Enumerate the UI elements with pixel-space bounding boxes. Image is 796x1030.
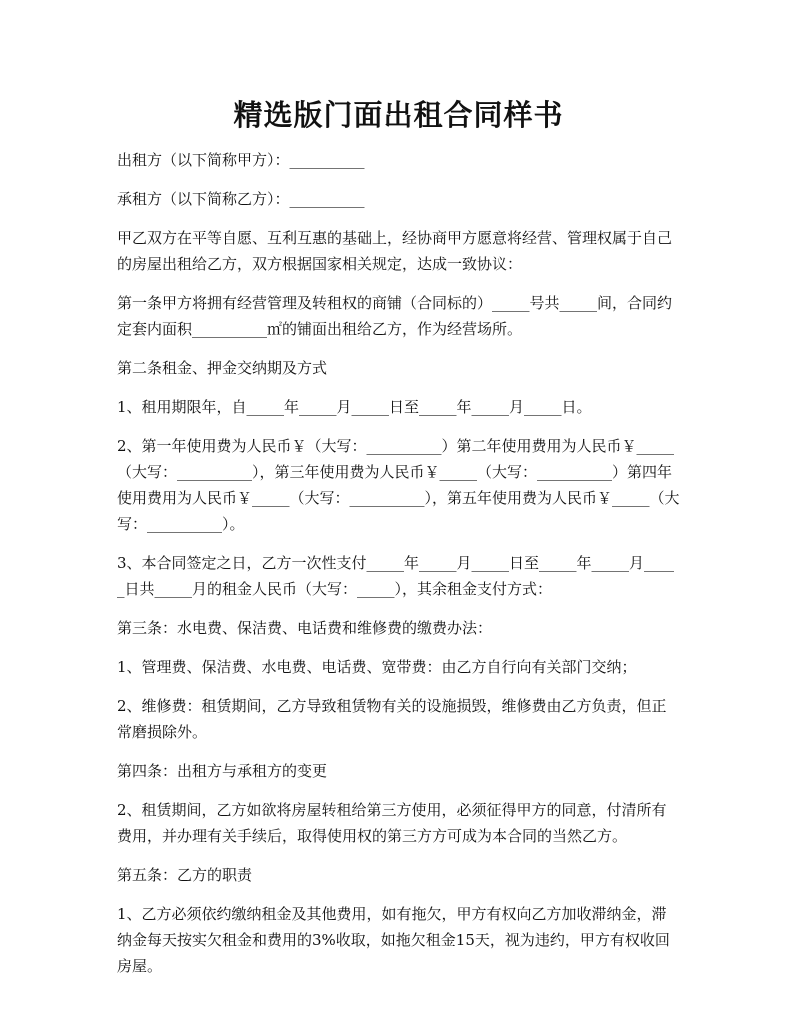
article-4-heading: 第四条：出租方与承租方的变更 — [117, 762, 328, 780]
article-2-heading: 第二条租金、押金交纳期及方式 — [117, 359, 328, 377]
article-2-clause-2: 2、第一年使用费为人民币￥（大写：__________）第二年使用费用为人民币￥_____（大写：__________），第三年使用费为人民币￥_____（大写：__________）第四年使用费用为人民币￥_____（大写：__________），第五年使用费为人民币￥_____（大写：__________）。 — [117, 437, 680, 533]
lessee-line: 承租方（以下简称乙方）：__________ — [117, 190, 365, 208]
lessor-line: 出租方（以下简称甲方）：__________ — [117, 151, 365, 169]
article-1-paragraph: 第一条甲方将拥有经营管理及转租权的商铺（合同标的）_____号共_____间，合同约定套内面积__________㎡的铺面出租给乙方，作为经营场所。 — [117, 294, 673, 338]
article-5-heading: 第五条：乙方的职责 — [117, 866, 253, 884]
article-3-clause-2: 2、维修费：租赁期间，乙方导致租赁物有关的设施损毁，维修费由乙方负责，但正常磨损除外。 — [117, 697, 667, 741]
preamble-paragraph: 甲乙双方在平等自愿、互利互惠的基础上，经协商甲方愿意将经营、管理权属于自己的房屋出租给乙方，双方根据国家相关规定，达成一致协议： — [117, 229, 673, 273]
document-body — [117, 147, 680, 979]
article-4-clause-2: 2、租赁期间，乙方如欲将房屋转租给第三方使用，必须征得甲方的同意，付清所有费用，并办理有关手续后，取得使用权的第三方方可成为本合同的当然乙方。 — [117, 801, 667, 845]
article-2-clause-3: 3、本合同签定之日，乙方一次性支付_____年_____月_____日至_____年_____月_____日共_____月的租金人民币（大写：_____），其余租金支付方式： — [117, 554, 675, 598]
article-2-clause-1: 1、租用期限年，自_____年_____月_____日至_____年_____月_____日。 — [117, 398, 592, 416]
article-5-clause-1: 1、乙方必须依约缴纳租金及其他费用，如有拖欠，甲方有权向乙方加收滞纳金，滞纳金每天按实欠租金和费用的3%收取，如拖欠租金15天，视为违约，甲方有权收回房屋。 — [117, 905, 670, 975]
article-3-heading: 第三条：水电费、保洁费、电话费和维修费的缴费办法： — [117, 619, 493, 637]
document-title: 精选版门面出租合同样书 — [233, 98, 564, 132]
article-3-clause-1: 1、管理费、保洁费、水电费、电话费、宽带费：由乙方自行向有关部门交纳； — [117, 658, 637, 676]
